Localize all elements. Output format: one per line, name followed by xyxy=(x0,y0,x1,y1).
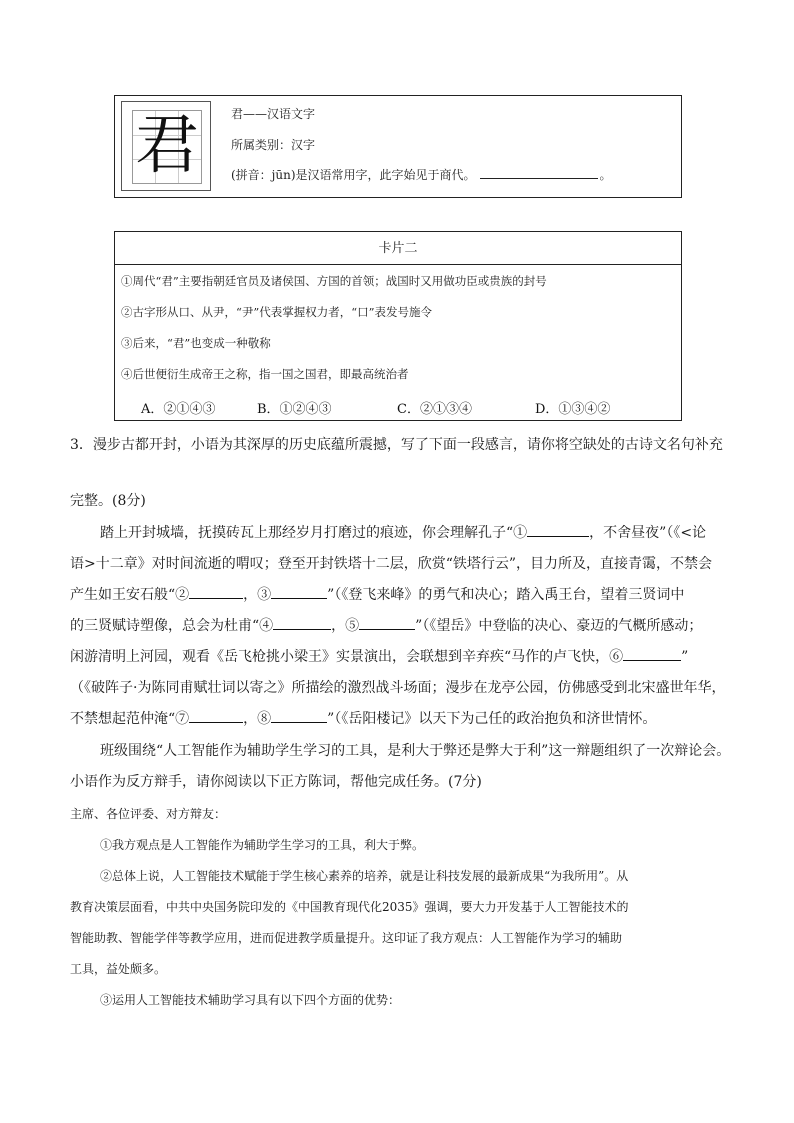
passage-text: ”（《望岳》中登临的决心、豪迈的气概所感动； xyxy=(415,618,703,634)
blank-2[interactable] xyxy=(189,584,243,599)
passage-text: 产生如王安石般“② xyxy=(70,587,190,603)
blank-3[interactable] xyxy=(271,584,327,599)
passage-text: 不禁想起范仲淹“⑦ xyxy=(70,711,190,727)
speech-line: 教育决策层面看，中共中央国务院印发的《中国教育现代化2035》强调，要大力开发基于人工智能技术的 xyxy=(70,900,629,914)
card2-item: ④后世便衍生成帝王之称，指一国之国君，即最高统治者 xyxy=(121,367,409,381)
option-d[interactable]: D．①③④② xyxy=(535,402,611,417)
card2-item: ③后来，“君”也变成一种敬称 xyxy=(121,336,271,350)
speech-line: ②总体上说，人工智能技术赋能于学生核心素养的培养，就是让科技发展的最新成果“为我所用”。从 xyxy=(100,869,629,883)
passage-text: ，③ xyxy=(243,587,272,603)
debate-intro-line2: 小语作为反方辩手，请你阅读以下正方陈词，帮他完成任务。(7分) xyxy=(70,774,482,790)
passage-text: ”（《登飞来峰》的勇气和决心；踏入禹王台，望着三贤词中 xyxy=(327,587,685,603)
option-c[interactable]: C．②①③④ xyxy=(397,402,472,417)
passage-text: ”（《岳阳楼记》以天下为己任的政治抱负和济世情怀。 xyxy=(327,711,657,727)
passage-line: 语>十二章》对时间流逝的喟叹；登至开封铁塔十二层，欣赏“铁塔行云”，目力所及，直接青霭，不禁会 xyxy=(70,556,713,572)
answer-blank[interactable] xyxy=(480,168,598,179)
card2-item: ①周代“君”主要指朝廷官员及诸侯国、方国的首领；战国时又用做功臣或贵族的封号 xyxy=(121,274,547,288)
passage-text: ，⑤ xyxy=(331,618,360,634)
card1-line3-end: 。 xyxy=(599,168,612,182)
passage-line: （《破阵子·为陈同甫赋壮词以寄之》所描绘的激烈战斗场面；漫步在龙亭公园，仿佛感受到北宋盛世年华， xyxy=(70,680,726,696)
card1-line1: 君——汉语文字 xyxy=(231,107,316,121)
passage-line xyxy=(70,615,702,635)
passage-line xyxy=(70,584,684,604)
passage-text: ，⑧ xyxy=(243,711,272,727)
speech-line: ③运用人工智能技术辅助学习具有以下四个方面的优势： xyxy=(100,993,401,1007)
blank-7[interactable] xyxy=(189,708,243,723)
passage-text: 闲游清明上河园，观看《岳飞枪挑小梁王》实景演出，会联想到辛弃疾“马作的卢飞快，⑥ xyxy=(70,649,624,665)
option-a[interactable]: A．②①④③ xyxy=(141,402,216,417)
passage-text: ，不舍昼夜”（《<论 xyxy=(589,525,707,541)
passage-line xyxy=(70,708,656,728)
speech-line: ①我方观点是人工智能作为辅助学生学习的工具，利大于弊。 xyxy=(100,838,425,852)
speech-line: 主席、各位评委、对方辩友： xyxy=(70,807,227,821)
blank-1[interactable] xyxy=(527,522,589,537)
blank-5[interactable] xyxy=(359,615,415,630)
character-grid xyxy=(121,101,211,191)
question-3-line2: 完整。(8分) xyxy=(70,493,146,509)
passage-text: 踏上开封城墙，抚摸砖瓦上那经岁月打磨过的痕迹，你会理解孔子“① xyxy=(100,525,528,541)
passage-text: 的三贤赋诗塑像，总会为杜甫“④ xyxy=(70,618,274,634)
blank-8[interactable] xyxy=(271,708,327,723)
card1-line2: 所属类别：汉字 xyxy=(231,138,316,152)
option-b[interactable]: B．①②④③ xyxy=(257,402,332,417)
card1-line3 xyxy=(231,166,612,183)
passage-line xyxy=(70,646,688,666)
card-two xyxy=(114,231,682,421)
passage-text: ” xyxy=(681,649,689,665)
speech-line: 智能助教、智能学伴等教学应用，进而促进教学质量提升。这印证了我方观点：人工智能作为学习的辅助 xyxy=(70,931,623,945)
character-glyph: 君 xyxy=(135,109,199,183)
passage-line xyxy=(100,522,706,542)
blank-4[interactable] xyxy=(273,615,331,630)
speech-line: 工具，益处颇多。 xyxy=(70,962,167,976)
card2-title: 卡片二 xyxy=(115,232,681,265)
question-3-line1: 3．漫步古都开封，小语为其深厚的历史底蕴所震撼，写了下面一段感言，请你将空缺处的古诗文名句补充 xyxy=(70,437,723,453)
character-card xyxy=(114,95,682,198)
debate-intro-line1: 班级围绕“人工智能作为辅助学生学习的工具，是利大于弊还是弊大于利”这一辩题组织了一次辩论会。 xyxy=(100,743,731,759)
card1-line3-text: (拼音：jūn)是汉语常用字，此字始见于商代。 xyxy=(231,168,476,182)
card2-item: ②古字形从口、从尹，“尹”代表掌握权力者，“口”表发号施令 xyxy=(121,305,433,319)
blank-6[interactable] xyxy=(623,646,681,661)
